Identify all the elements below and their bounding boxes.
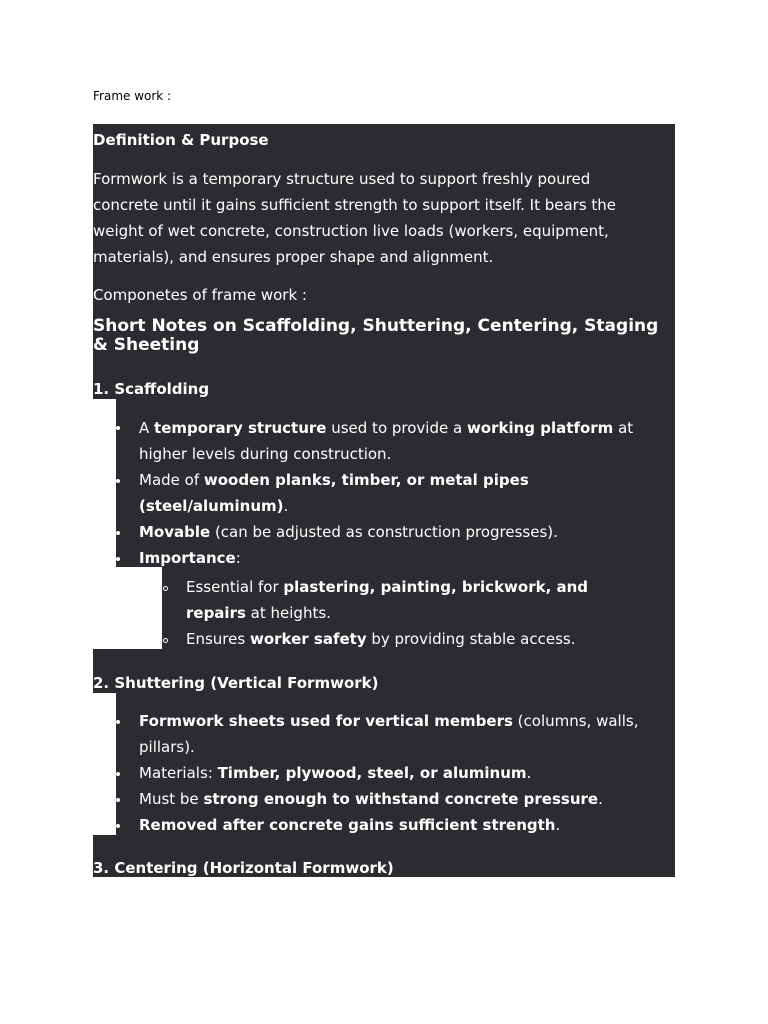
list-bullet [116,824,120,828]
list-item: Importance: [139,549,241,567]
list-item: Made of wooden planks, timber, or metal pipes (steel/aluminum). [139,471,529,515]
indent-gap-scaffolding [93,399,116,649]
definition-paragraph [93,166,616,270]
sub-list-item: Ensures worker safety by providing stable access. [186,630,576,648]
centering-heading: 3. Centering (Horizontal Formwork) [93,859,394,877]
notes-title [93,317,658,355]
list-bullet [116,798,120,802]
list-bullet [116,531,120,535]
components-label: Componetes of frame work : [93,286,307,304]
definition-heading: Definition & Purpose [93,131,269,149]
scaffolding-heading: 1. Scaffolding [93,380,210,398]
list-item: Formwork sheets used for vertical members (columns, walls, pillars). [139,712,639,756]
definition-line: Formwork is a temporary structure used to support freshly poured [93,170,591,188]
sub-list-bullet [163,638,168,643]
sub-list-bullet [163,586,168,591]
definition-line: weight of wet concrete, construction live loads (workers, equipment, [93,222,609,240]
list-bullet [116,426,120,430]
indent-gap-importance [116,567,162,649]
definition-line: concrete until it gains sufficient strength to support itself. It bears the [93,196,617,214]
list-bullet [116,772,120,776]
sub-list-item: Essential for plastering, painting, brickwork, and repairs at heights. [186,578,589,622]
list-bullet [116,720,120,724]
list-item: Movable (can be adjusted as construction progresses). [139,523,558,541]
shuttering-heading: 2. Shuttering (Vertical Formwork) [93,674,379,692]
definition-line: materials), and ensures proper shape and alignment. [93,248,494,266]
document-title: Frame work : [93,89,172,103]
list-item: Must be strong enough to withstand concrete pressure. [139,790,603,808]
indent-gap-shuttering [93,693,116,835]
notes-title-line: Short Notes on Scaffolding, Shuttering, Centering, Staging [93,316,659,336]
list-item: Materials: Timber, plywood, steel, or aluminum. [139,764,532,782]
list-item: A temporary structure used to provide a working platform at higher levels during construction. [139,419,634,463]
list-item: Removed after concrete gains sufficient strength. [139,816,561,834]
list-bullet [116,479,120,483]
list-bullet [116,557,120,561]
notes-title-line: & Sheeting [93,335,200,355]
